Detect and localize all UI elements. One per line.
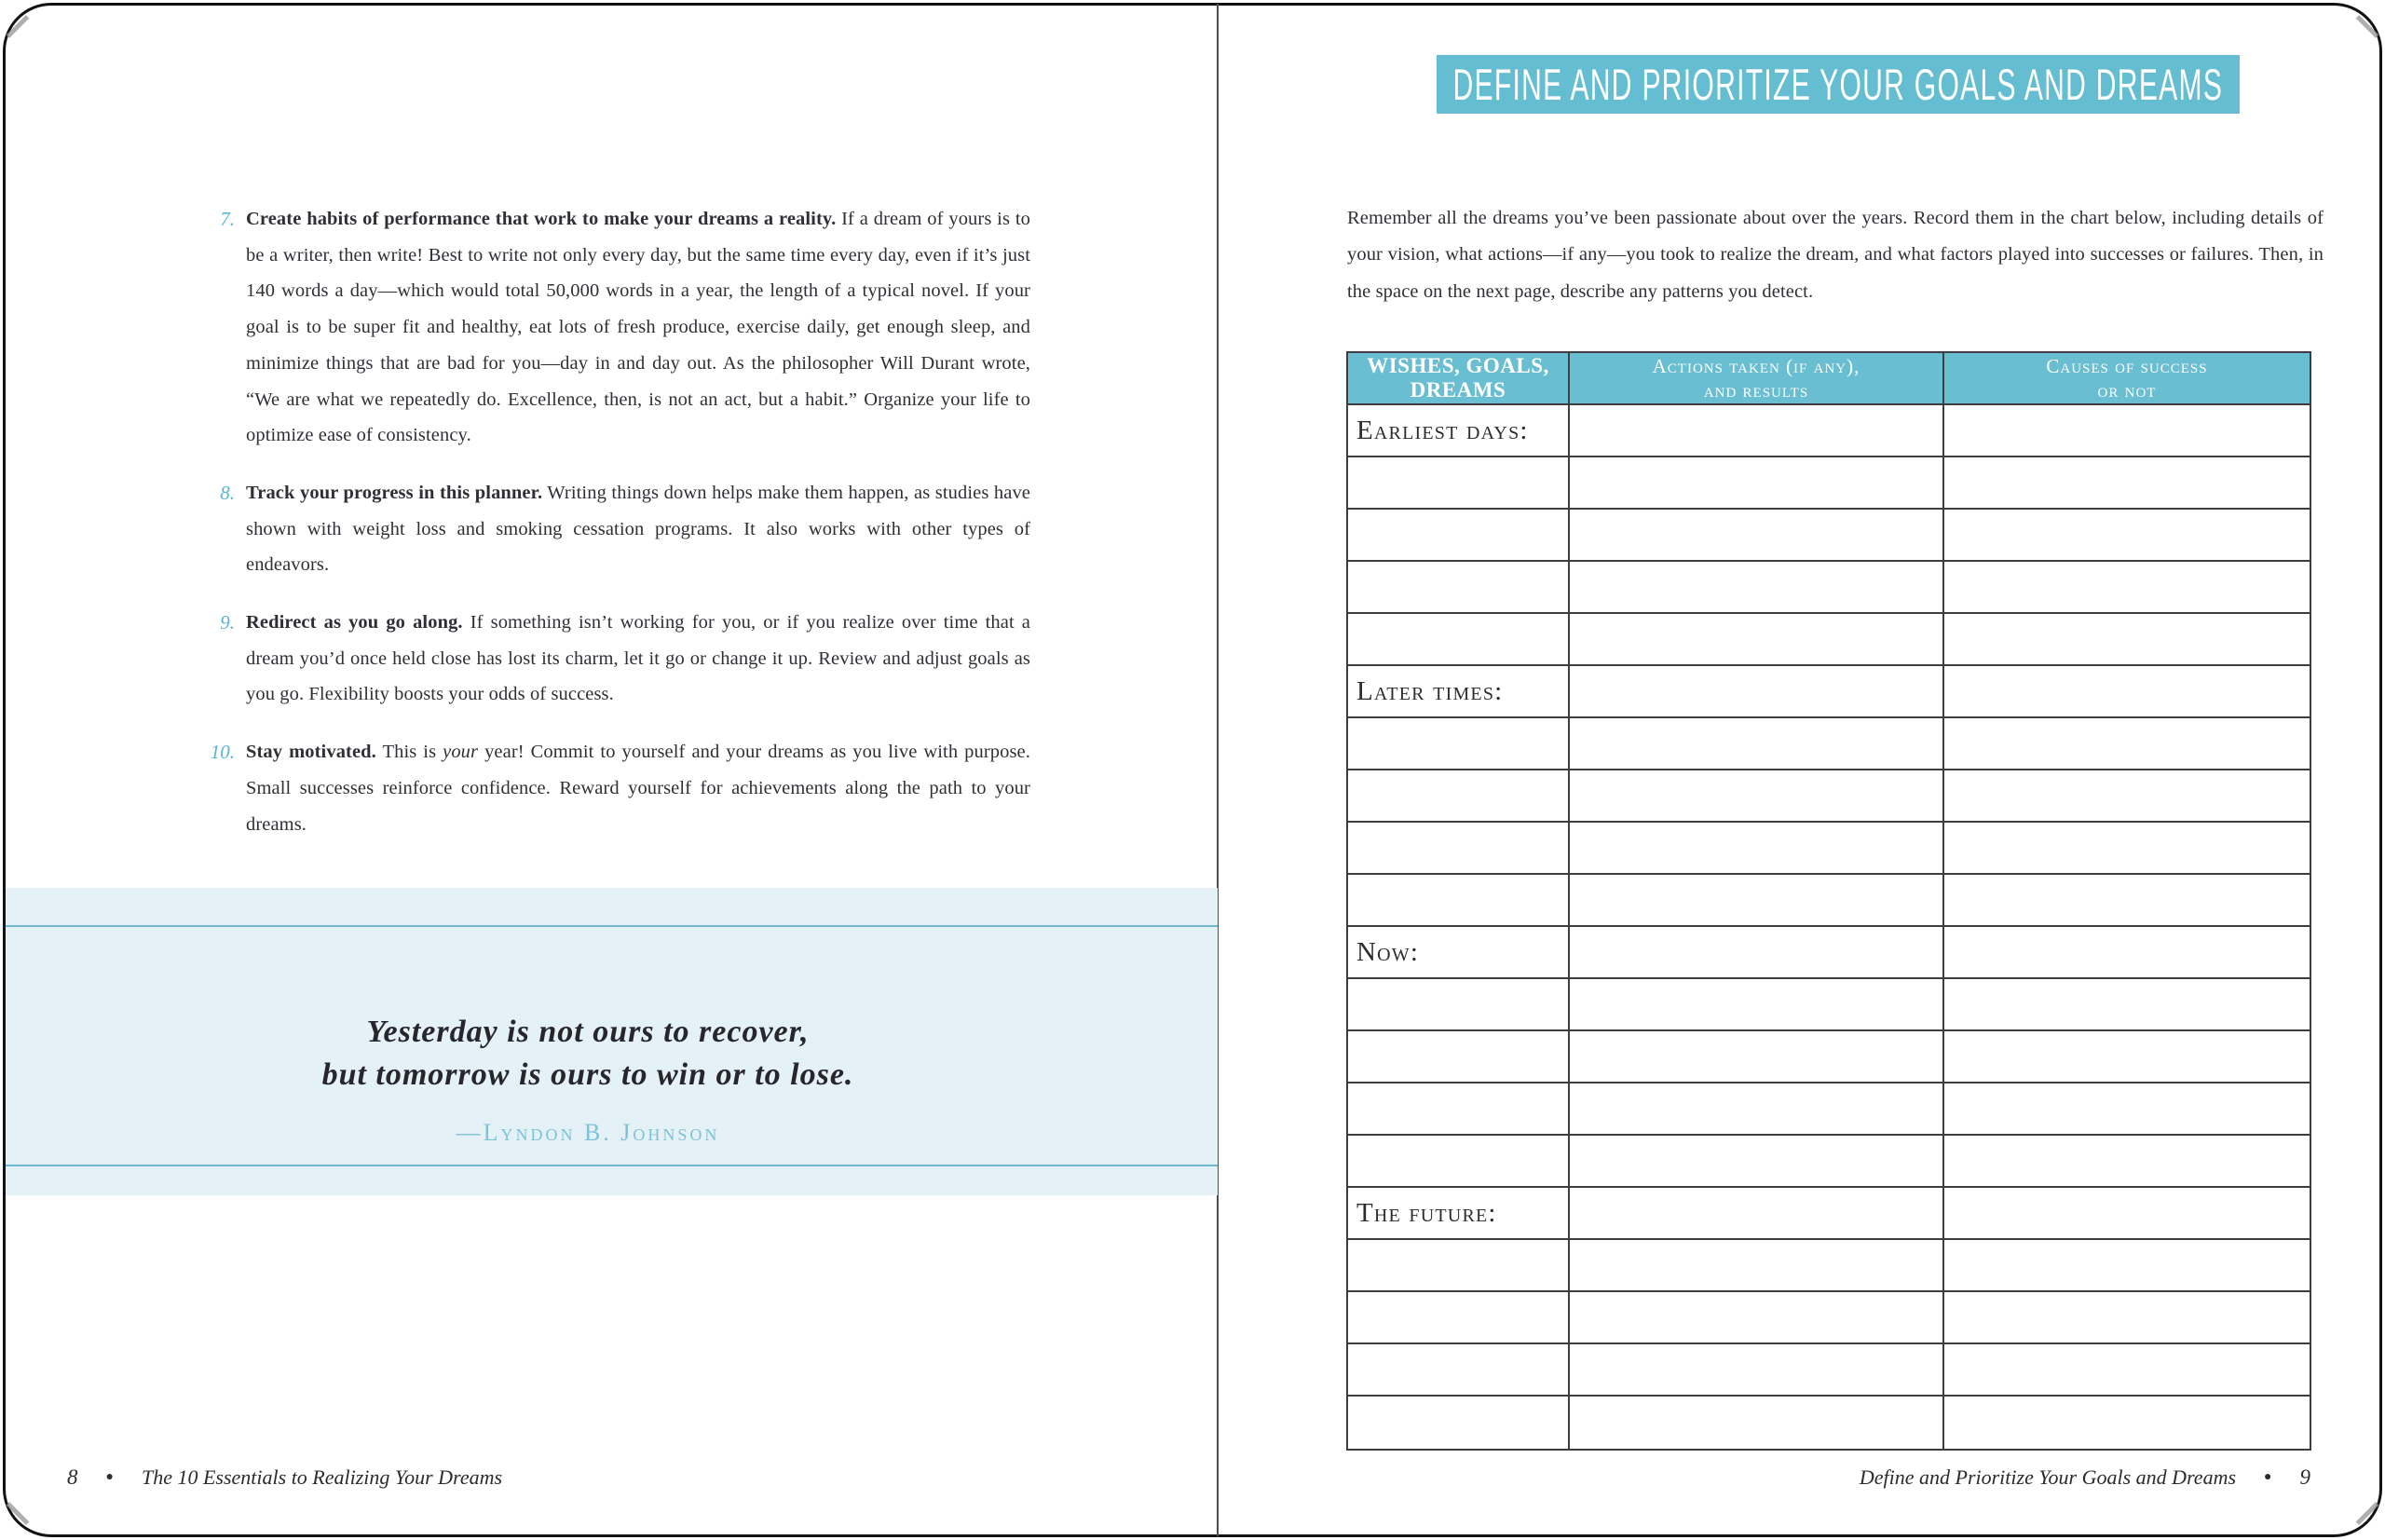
table-cell (1944, 405, 2310, 456)
table-row (1348, 1397, 2310, 1449)
table-row (1348, 823, 2310, 875)
table-cell (1348, 979, 1570, 1029)
list-item-lead: Track your progress in this planner. (246, 482, 543, 503)
table-cell (1570, 666, 1944, 716)
table-cell (1348, 1240, 1570, 1290)
table-cell (1944, 979, 2310, 1029)
table-cell (1348, 1344, 1570, 1395)
list-item-body-pre: This is (375, 742, 443, 763)
table-cell (1348, 1136, 1570, 1186)
table-cell (1944, 614, 2310, 664)
table-row (1348, 1240, 2310, 1292)
list-item-lead: Create habits of performance that work to make your dreams a reality. (246, 209, 837, 229)
table-row (1348, 457, 2310, 510)
table-cell (1944, 1397, 2310, 1449)
table-cell (1944, 457, 2310, 508)
numbered-list (192, 201, 1030, 864)
corner-mark (7, 1502, 30, 1525)
table-header-row (1348, 353, 2310, 405)
table-cell (1570, 927, 1944, 977)
table-cell (1944, 927, 2310, 977)
header-line: Actions taken (if any), (1652, 355, 1860, 377)
intro-paragraph: Remember all the dreams you’ve been passionate about over the years. Record them in the chart below, including details of your vision, what actions—if any—you took to realize the dream, and what factors played into successes or failures. Then, in the space on the next page, describe any patterns you detect. (1347, 208, 2324, 302)
header-line: Causes of success (2046, 355, 2208, 377)
quote-rule-bottom (6, 1165, 1218, 1166)
table-cell (1570, 1292, 1944, 1342)
table-cell (1570, 979, 1944, 1029)
table-cell (1570, 1240, 1944, 1290)
list-number: 10. (210, 741, 235, 764)
table-cell (1348, 1031, 1570, 1082)
list-item-text (246, 201, 1030, 454)
table-cell (1348, 875, 1570, 925)
table-cell (1348, 927, 1570, 977)
table-row (1348, 614, 2310, 666)
table-cell (1944, 1292, 2310, 1342)
table-cell (1570, 1188, 1944, 1238)
table-header-causes (1944, 353, 2310, 403)
section-label: Earliest days: (1356, 415, 1529, 445)
header-line: WISHES, GOALS, (1367, 354, 1549, 377)
table-cell (1944, 1031, 2310, 1082)
list-item-8 (192, 475, 1030, 583)
list-item-text (246, 734, 1030, 842)
table-row (1348, 405, 2310, 457)
table-cell (1944, 823, 2310, 873)
table-cell (1348, 1397, 1570, 1449)
list-item-9 (192, 605, 1030, 713)
table-row (1348, 666, 2310, 718)
table-cell (1348, 562, 1570, 612)
table-cell (1348, 614, 1570, 664)
table-cell (1944, 770, 2310, 821)
table-cell (1944, 666, 2310, 716)
table-row (1348, 1292, 2310, 1344)
list-number: 7. (220, 208, 235, 230)
list-item-text (246, 605, 1030, 713)
table-cell (1348, 405, 1570, 456)
quote-attribution: —Lyndon B. Johnson (456, 1119, 720, 1146)
table-body (1348, 405, 2310, 1449)
table-cell (1570, 1136, 1944, 1186)
table-cell (1348, 770, 1570, 821)
table-row (1348, 927, 2310, 979)
table-row (1348, 562, 2310, 614)
list-number: 8. (220, 481, 235, 504)
quote (6, 1011, 1170, 1147)
table-cell (1570, 1344, 1944, 1395)
table-cell (1944, 875, 2310, 925)
corner-mark (2356, 1502, 2379, 1525)
list-item-emphasis: your (443, 742, 479, 763)
list-item-text (246, 475, 1030, 583)
table-cell (1944, 1344, 2310, 1395)
footer-right (1860, 1465, 2310, 1490)
table-cell (1570, 562, 1944, 612)
list-item-body-post: year! Commit to yourself and your dreams as you live with purpose. Small successes reinforce confidence. Reward yourself for achievements along the path to your dreams. (246, 742, 1030, 835)
page-gutter-divider (1217, 4, 1219, 1536)
list-item-10 (192, 734, 1030, 842)
running-title-left: The 10 Essentials to Realizing Your Dreams (141, 1465, 503, 1489)
bullet-icon: ● (105, 1470, 114, 1484)
table-cell (1570, 457, 1944, 508)
table-cell (1570, 614, 1944, 664)
table-cell (1570, 823, 1944, 873)
corner-mark (7, 15, 30, 38)
table-row (1348, 1188, 2310, 1240)
table-cell (1348, 823, 1570, 873)
list-item-body: If a dream of yours is to be a writer, then write! Best to write not only every day, but the same time every day, even if it’s just 140 words a day—which would total 50,000 words in a year, the length of a typical novel. If your goal is to be super fit and healthy, eat lots of fresh produce, exercise daily, get enough sleep, and minimize things that are bad for you—day in and day out. As the philosopher Will Durant wrote, “We are what we repeatedly do. Excellence, then, is not an act, but a habit.” Organize your life to optimize ease of consistency. (246, 209, 1030, 446)
list-item-lead: Stay motivated. (246, 742, 376, 763)
table-cell (1570, 1031, 1944, 1082)
section-label: Later times: (1356, 675, 1504, 706)
table-cell (1944, 510, 2310, 560)
table-row (1348, 1031, 2310, 1083)
table-cell (1570, 510, 1944, 560)
table-header-wishes (1348, 353, 1570, 403)
table-row (1348, 875, 2310, 927)
section-label: Now: (1356, 936, 1420, 967)
quote-rule-top (6, 925, 1218, 927)
table-row (1348, 979, 2310, 1031)
quote-line-1: Yesterday is not ours to recover, (366, 1015, 810, 1049)
quote-line-2: but tomorrow is ours to win or to lose. (321, 1057, 854, 1092)
quote-section (6, 888, 1218, 1195)
header-line: DREAMS (1410, 378, 1506, 402)
table-cell (1570, 1397, 1944, 1449)
footer-left (67, 1465, 502, 1490)
running-title-right: Define and Prioritize Your Goals and Dreams (1859, 1465, 2237, 1489)
corner-mark (2356, 15, 2379, 38)
header-line: and results (1703, 379, 1809, 402)
table-cell (1348, 1083, 1570, 1134)
table-row (1348, 1083, 2310, 1136)
table-cell (1944, 1240, 2310, 1290)
list-number: 9. (220, 611, 235, 634)
table-cell (1348, 510, 1570, 560)
table-cell (1348, 666, 1570, 716)
table-cell (1944, 1083, 2310, 1134)
chapter-title-banner (1437, 55, 2240, 114)
table-cell (1348, 1292, 1570, 1342)
table-row (1348, 770, 2310, 823)
table-row (1348, 1344, 2310, 1397)
table-cell (1348, 457, 1570, 508)
table-cell (1348, 718, 1570, 769)
table-row (1348, 510, 2310, 562)
table-cell (1944, 1188, 2310, 1238)
goals-table (1346, 351, 2311, 1451)
table-cell (1570, 405, 1944, 456)
table-cell (1944, 718, 2310, 769)
list-item-body: If something isn’t working for you, or if you realize over time that a dream you’d once held close has lost its charm, let it go or change it up. Review and adjust goals as you go. Flexibility boosts your odds of success. (246, 612, 1030, 705)
header-line: or not (2097, 379, 2157, 402)
table-row (1348, 1136, 2310, 1188)
list-item-7 (192, 201, 1030, 454)
table-cell (1570, 770, 1944, 821)
page-number-right: 9 (2299, 1465, 2310, 1489)
section-label: The future: (1356, 1197, 1497, 1228)
table-cell (1570, 1083, 1944, 1134)
table-cell (1570, 875, 1944, 925)
table-row (1348, 718, 2310, 770)
table-cell (1944, 1136, 2310, 1186)
table-cell (1348, 1188, 1570, 1238)
list-item-lead: Redirect as you go along. (246, 612, 463, 634)
list-item-body: Writing things down helps make them happen, as studies have shown with weight loss and smoking cessation programs. It also works with other types of endeavors. (246, 482, 1030, 576)
table-cell (1570, 718, 1944, 769)
table-header-actions (1570, 353, 1944, 403)
chapter-title: DEFINE AND PRIORITIZE YOUR GOALS AND DREAMS (1452, 60, 2224, 109)
bullet-icon: ● (2264, 1470, 2272, 1484)
table-cell (1944, 562, 2310, 612)
page-number-left: 8 (67, 1465, 78, 1489)
